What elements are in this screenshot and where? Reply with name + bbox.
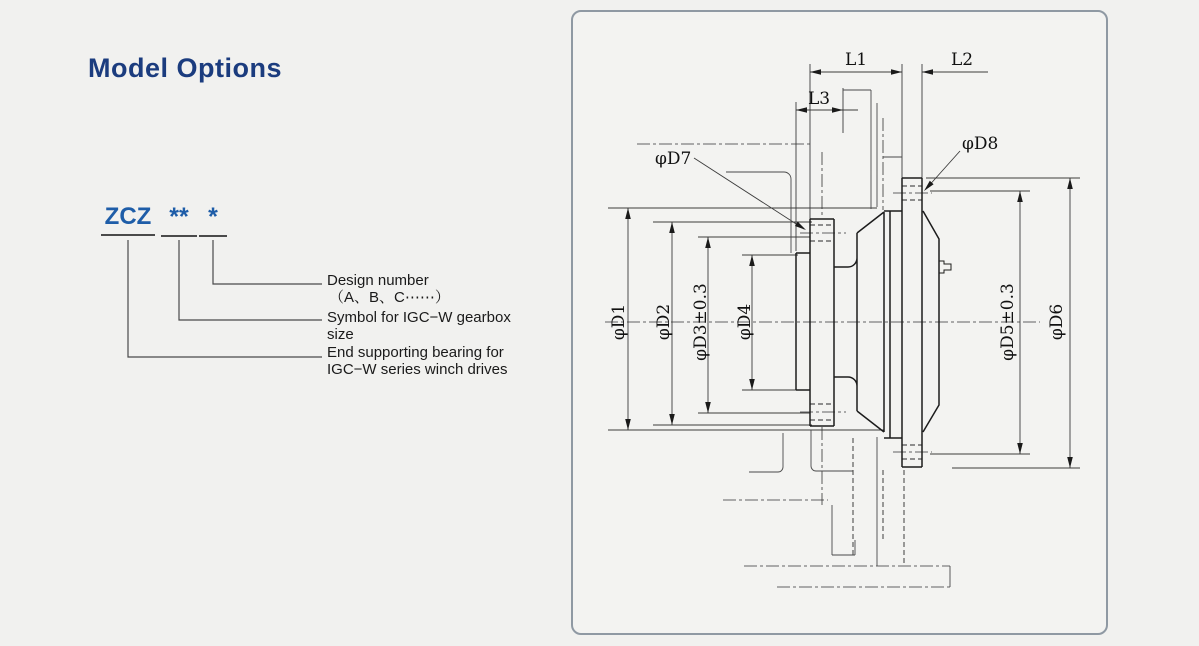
dim-label-d4: φD4 [735, 303, 755, 341]
dim-label-d6: φD6 [1047, 303, 1067, 341]
model-code-design-symbol: * [199, 203, 227, 237]
part-outline [796, 178, 939, 467]
dim-label-d7: φD7 [655, 149, 692, 169]
page-title: Model Options [88, 53, 282, 83]
legend-item-gearbox-size: Symbol for IGC−W gearbox size [327, 309, 511, 343]
dim-label-d5: φD5±0.3 [998, 283, 1018, 361]
dim-label-d8: φD8 [962, 134, 999, 154]
model-code-size-symbol: ** [161, 203, 197, 237]
dimension-arrows [625, 69, 1073, 468]
legend-design-number-label: Design number [327, 272, 429, 289]
dim-label-d1: φD1 [609, 303, 629, 341]
model-code-prefix: ZCZ [101, 203, 155, 236]
dimension-extension-lines [608, 64, 1080, 468]
dim-label-l1: L1 [844, 50, 868, 70]
legend-item-design-number [327, 272, 450, 306]
legend-design-number-detail: （A、B、C⋯⋯） [329, 289, 450, 306]
phantom-context-lines [726, 90, 950, 587]
dim-label-l3: L3 [807, 89, 831, 109]
hidden-lines [810, 186, 922, 565]
dim-label-d3: φD3±0.3 [691, 283, 711, 361]
bolt-detail [939, 261, 951, 273]
connector-lines [128, 240, 322, 357]
dim-label-l2: L2 [950, 50, 974, 70]
dim-label-d2: φD2 [654, 303, 674, 341]
technical-drawing [571, 10, 1108, 635]
centerlines [605, 118, 1040, 587]
legend-item-bearing: End supporting bearing for IGC−W series winch drives [327, 344, 508, 378]
